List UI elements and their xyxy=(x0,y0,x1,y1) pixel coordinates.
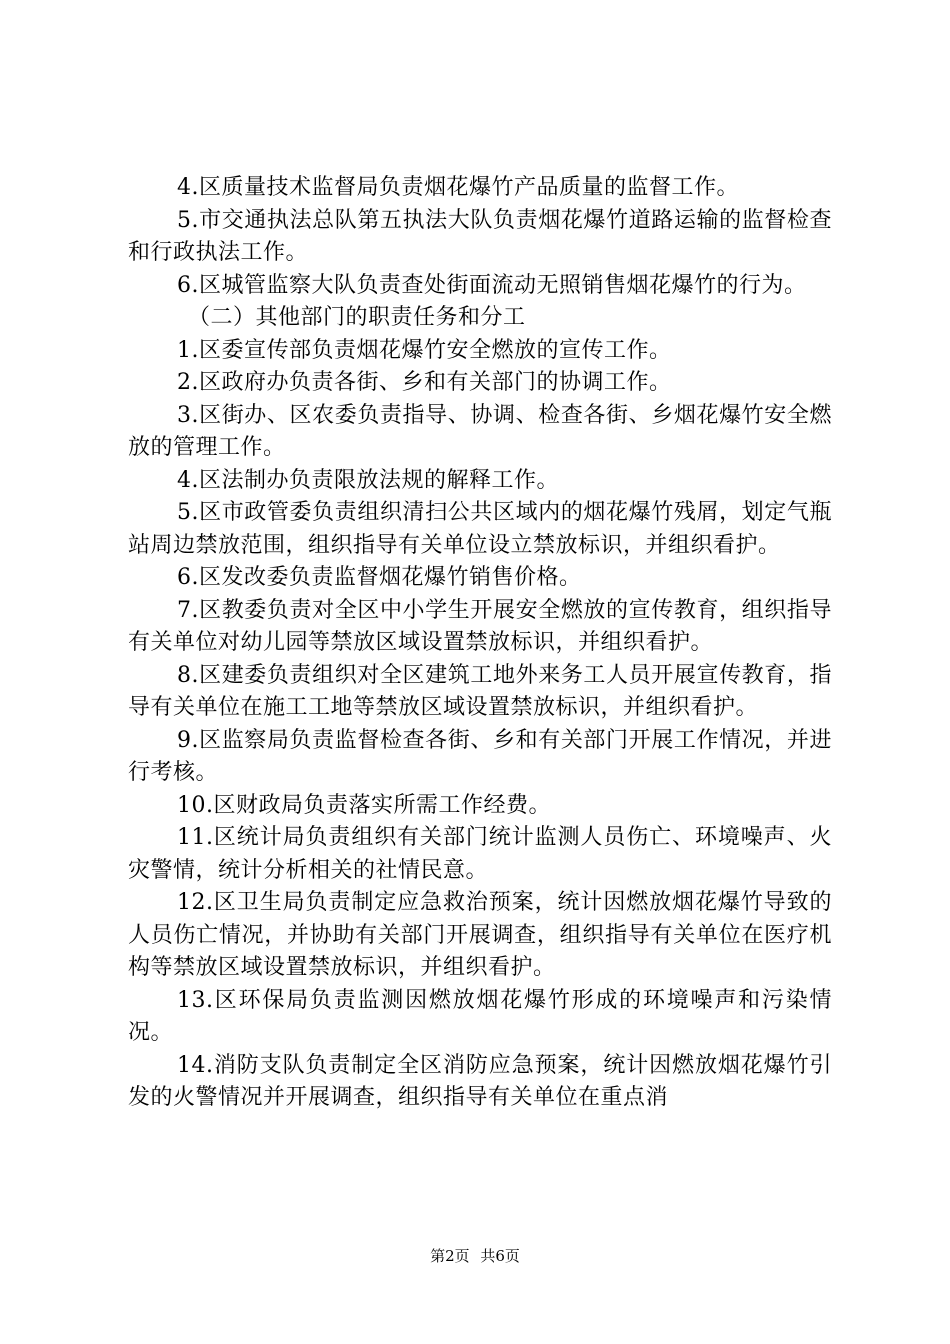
paragraph: 5.区市政管委负责组织清扫公共区域内的烟花爆竹残屑，划定气瓶站周边禁放范围，组织指导有关单位设立禁放标识，并组织看护。 xyxy=(128,500,832,558)
paragraph: 4.区法制办负责限放法规的解释工作。 xyxy=(177,467,559,493)
paragraph: 11.区统计局负责组织有关部门统计监测人员伤亡、环境噪声、火灾警情，统计分析相关的社情民意。 xyxy=(128,825,832,883)
section-heading: （二）其他部门的职责任务和分工 xyxy=(188,305,526,330)
paragraph: 2.区政府办负责各街、乡和有关部门的协调工作。 xyxy=(177,370,672,395)
paragraph: 7.区教委负责对全区中小学生开展安全燃放的宣传教育，组织指导有关单位对幼儿园等禁放区域设置禁放标识，并组织看护。 xyxy=(128,597,832,655)
page-number: 第2页 xyxy=(430,1247,470,1265)
paragraph: 13.区环保局负责监测因燃放烟花爆竹形成的环境噪声和污染情况。 xyxy=(128,987,832,1045)
page-total: 共6页 xyxy=(480,1247,520,1265)
paragraph: 5.市交通执法总队第五执法大队负责烟花爆竹道路运输的监督检查和行政执法工作。 xyxy=(128,207,832,265)
paragraph: 6.区发改委负责监督烟花爆竹销售价格。 xyxy=(177,565,582,590)
paragraph: 3.区街办、区农委负责指导、协调、检查各街、乡烟花爆竹安全燃放的管理工作。 xyxy=(128,402,832,460)
paragraph: 9.区监察局负责监督检查各街、乡和有关部门开展工作情况，并进行考核。 xyxy=(128,727,832,785)
paragraph: 14.消防支队负责制定全区消防应急预案，统计因燃放烟花爆竹引发的火警情况并开展调查，组织指导有关单位在重点消 xyxy=(128,1052,832,1110)
paragraph: 4.区质量技术监督局负责烟花爆竹产品质量的监督工作。 xyxy=(177,175,739,200)
paragraph: 10.区财政局负责落实所需工作经费。 xyxy=(177,792,551,818)
page-footer xyxy=(0,1246,950,1266)
paragraph: 1.区委宣传部负责烟花爆竹安全燃放的宣传工作。 xyxy=(177,337,672,363)
paragraph: 6.区城管监察大队负责查处街面流动无照销售烟花爆竹的行为。 xyxy=(177,272,807,298)
document-body xyxy=(128,172,832,1115)
paragraph: 8.区建委负责组织对全区建筑工地外来务工人员开展宣传教育，指导有关单位在施工工地等禁放区域设置禁放标识，并组织看护。 xyxy=(128,662,832,720)
paragraph: 12.区卫生局负责制定应急救治预案，统计因燃放烟花爆竹导致的人员伤亡情况，并协助有关部门开展调查，组织指导有关单位在医疗机构等禁放区域设置禁放标识，并组织看护。 xyxy=(128,890,832,980)
